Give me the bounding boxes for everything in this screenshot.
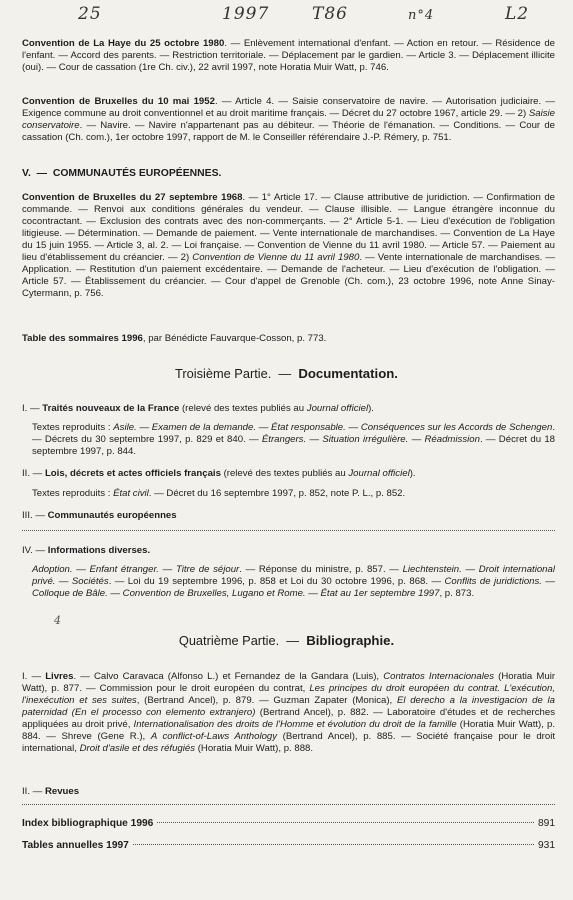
- handwritten-mark: n°4: [408, 8, 435, 23]
- entry-table-sommaires: [22, 333, 555, 345]
- index-label: Tables annuelles 1997: [22, 840, 129, 851]
- dotted-leader: [22, 804, 555, 805]
- entry-bruxelles-1968: [22, 192, 555, 300]
- biblio-revues: II. — Revues: [22, 786, 80, 797]
- entry-body-italic: Convention de Vienne du 11 avril 1980: [192, 252, 360, 263]
- biblio-livres: I. — Livres. — Calvo Caravaca (Alfonso L.) et Fernandez de la Gandara (Luis), Contratos Internacionales (Horatia Muir Watt), p. 877. — Commission pour le droit européen du contrat, Les principes du droit européen du contrat. L'exécution, l'inexécution et ses suites, (Bertrand Ancel), p. 879. — Guzman Zapater (Monica), El derecho a la investigacion de la paternidad (En el processo con elemento extranjero) (Bertrand Ancel), p. 882. — Laboratoire d'études et de recherches appliquées au droit privé, Internationalisation des droits de l'Homme et évolution du droit de la famille (Horatia Muir Watt), p. 884. — Shreve (Gene R.), A conflict-of-Laws Anthology (Bertrand Ancel), p. 885. — Société française pour le droit international, Droit d'asile et des réfugiés (Horatia Muir Watt), p. 888.: [22, 671, 556, 754]
- dotted-leader: [157, 822, 534, 823]
- entry-heading: Convention de La Haye du 25 octobre 1980: [22, 38, 225, 49]
- handwritten-mark: 25: [78, 4, 102, 24]
- index-row: [22, 840, 555, 851]
- entry-body: . — Navire. — Navire n'appartenant pas au débiteur. — Théorie de l'émanation. — Conditions. — Cour de cassation (Ch. com.), 1er octobre 1997, rapport de M. le Conseiller référendaire J.-P. Rémery, p. 751.: [22, 120, 555, 143]
- index-label: Index bibliographique 1996: [22, 818, 154, 829]
- entry-haye-1980: [22, 38, 555, 74]
- part-heading-documentation: Troisième Partie. — Documentation.: [175, 366, 398, 381]
- entry-body: . — Enlèvement international d'enfant. — Action en retour. — Résidence de l'enfant. — Accord des parents. — Restriction territoriale. — Déplacement par le gardien. — Article 3. — Déplacement illicite (oui). — Cour de cassation (1re Ch. civ.), 22 avril 1997, note Horatia Muir Watt, p. 746.: [22, 38, 555, 73]
- handwritten-mark: 1997: [222, 4, 270, 24]
- doc-body-i: Textes reproduits : Asile. — Examen de la demande. — État responsable. — Conséquences sur les Accords de Schengen. — Décrets du 30 septembre 1997, p. 829 et 840. — Étrangers. — Situation irrégulière. — Réadmission. — Décret du 18 septembre 1997, p. 844.: [32, 422, 556, 457]
- entry-body: , par Bénédicte Fauvarque-Cosson, p. 773.: [142, 333, 327, 344]
- entry-body: . — Article 4. — Saisie conservatoire de navire. — Autorisation judiciaire. — Exigence commune au droit conventionnel et au droit maritime français. — Décret du 27 octobre 1967, article 29. — 2): [22, 96, 555, 119]
- doc-heading-iv: IV. — Informations diverses.: [22, 545, 151, 556]
- entry-bruxelles-1952: [22, 96, 555, 144]
- entry-heading: Table des sommaires 1996: [22, 333, 143, 344]
- index-page: 891: [538, 818, 555, 829]
- entry-heading: Convention de Bruxelles du 27 septembre 1968: [22, 192, 243, 203]
- handwritten-mark: T86: [312, 4, 348, 24]
- handwritten-mark: L2: [505, 4, 530, 24]
- entry-body-italic: Saisie conservatoire: [22, 108, 555, 131]
- doc-heading-i: I. — Traités nouveaux de la France (relevé des textes publiés au Journal officiel).: [22, 403, 374, 414]
- entry-heading: Convention de Bruxelles du 10 mai 1952: [22, 96, 215, 107]
- dotted-leader: [22, 530, 555, 531]
- entry-body: . — Vente internationale de marchandises. — Application. — Restitution d'un paiement excédentaire. — Demande de l'acheteur. — Lieu d'exécution de l'obligation. — Article 57. — Établissement du créancier. — Cour d'appel de Grenoble (Ch. com.), 23 octobre 1996, note Anne Sinay-Cytermann, p. 756.: [22, 252, 555, 299]
- section-heading-v: V. — COMMUNAUTÉS EUROPÉENNES.: [22, 168, 222, 179]
- doc-heading-iii: III. — Communautés européennes: [22, 510, 177, 521]
- dotted-leader: [133, 844, 534, 845]
- index-page: 931: [538, 840, 555, 851]
- doc-heading-ii: II. — Lois, décrets et actes officiels français (relevé des textes publiés au Journal officiel).: [22, 468, 416, 479]
- index-row: [22, 818, 555, 829]
- doc-body-ii: Textes reproduits : État civil. — Décret du 16 septembre 1997, p. 852, note P. L., p. 852.: [32, 488, 406, 499]
- handwritten-mark: 4: [54, 614, 61, 627]
- doc-body-iv: Adoption. — Enfant étranger. — Titre de séjour. — Réponse du ministre, p. 857. — Liechtenstein. — Droit international privé. — Sociétés. — Loi du 19 septembre 1996, p. 858 et Loi du 30 octobre 1996, p. 868. — Conflits de juridictions. — Colloque de Bâle. — Convention de Bruxelles, Lugano et Rome. — État au 1er septembre 1997, p. 873.: [32, 564, 555, 599]
- entry-body: . — 1° Article 17. — Clause attributive de juridiction. — Confirmation de commande. — Renvoi aux conditions générales du vendeur. — Clause illisible. — Langue étrangère inconnue du cocontractant. — Exclusion des contrats avec des non-commerçants. — 2° Article 5-1. — Lieu d'exécution de l'obligation litigieuse. — Détermination. — Demande de paiement. — Vente internationale de marchandises. — Convention de La Haye du 15 juin 1955. — Article 3, al. 2. — Loi française. — Convention de Vienne du 11 avril 1980. — Article 57. — Paiement au lieu d'établissement du créancier. — 2): [22, 192, 555, 263]
- part-heading-bibliographie: Quatrième Partie. — Bibliographie.: [178, 633, 395, 648]
